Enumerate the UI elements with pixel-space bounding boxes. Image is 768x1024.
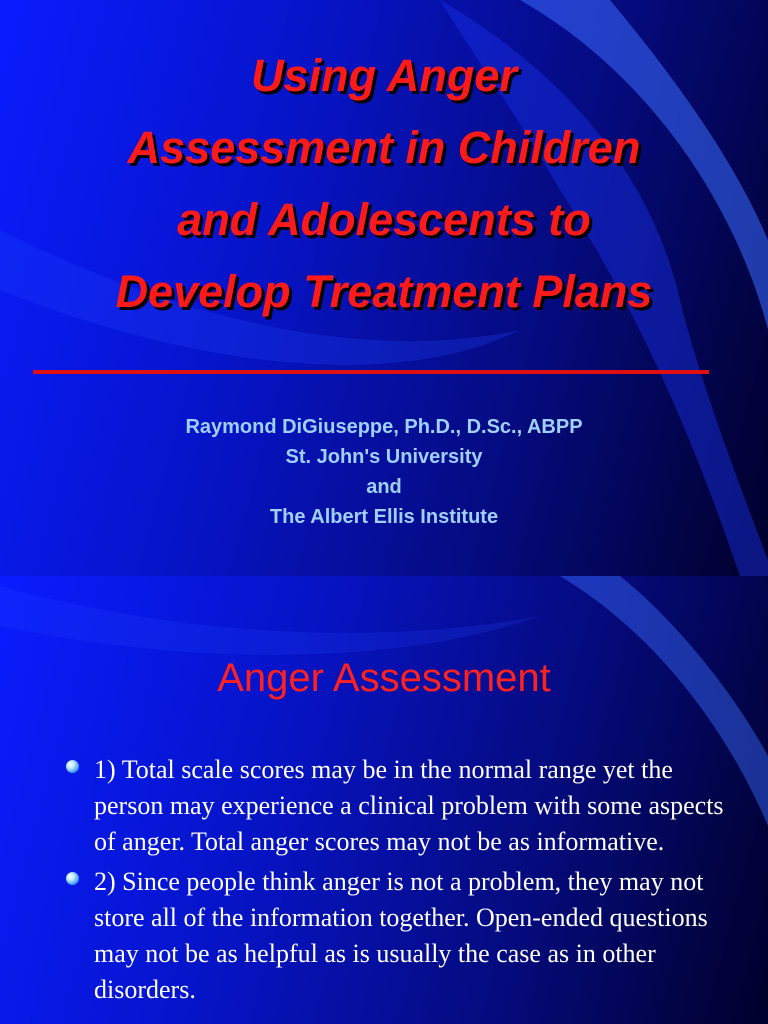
title-line: Assessment in Children [127, 122, 641, 173]
list-item [64, 864, 744, 1008]
author-affiliation: St. John's University [285, 446, 483, 468]
bullet-text: 1) Total scale scores may be in the normal range yet the person may experience a clinical problem with some aspects of anger. Total anger scores may not be as informative. [94, 755, 724, 856]
title-line: Develop Treatment Plans [115, 266, 653, 317]
title-line: Using Anger [251, 50, 517, 101]
sphere-bullet-icon [66, 760, 79, 773]
sphere-bullet-icon [66, 872, 79, 885]
content-slide [0, 576, 768, 1024]
author-name: Raymond DiGiuseppe, Ph.D., D.Sc., ABPP [185, 416, 583, 438]
slide-heading: Anger Assessment [217, 656, 551, 700]
author-conjunction: and [366, 476, 402, 498]
title-line: and Adolescents to [177, 194, 591, 245]
bullet-text: 2) Since people think anger is not a problem, they may not store all of the information together. Open-ended questions may not be as helpful as is usually the case as in other disorders. [94, 867, 708, 1004]
author-affiliation-institute: The Albert Ellis Institute [269, 506, 499, 528]
title-divider-rule [33, 370, 709, 374]
author-block [0, 412, 768, 532]
list-item [64, 752, 744, 860]
slide-title [0, 40, 768, 328]
bullet-list [64, 752, 744, 1012]
